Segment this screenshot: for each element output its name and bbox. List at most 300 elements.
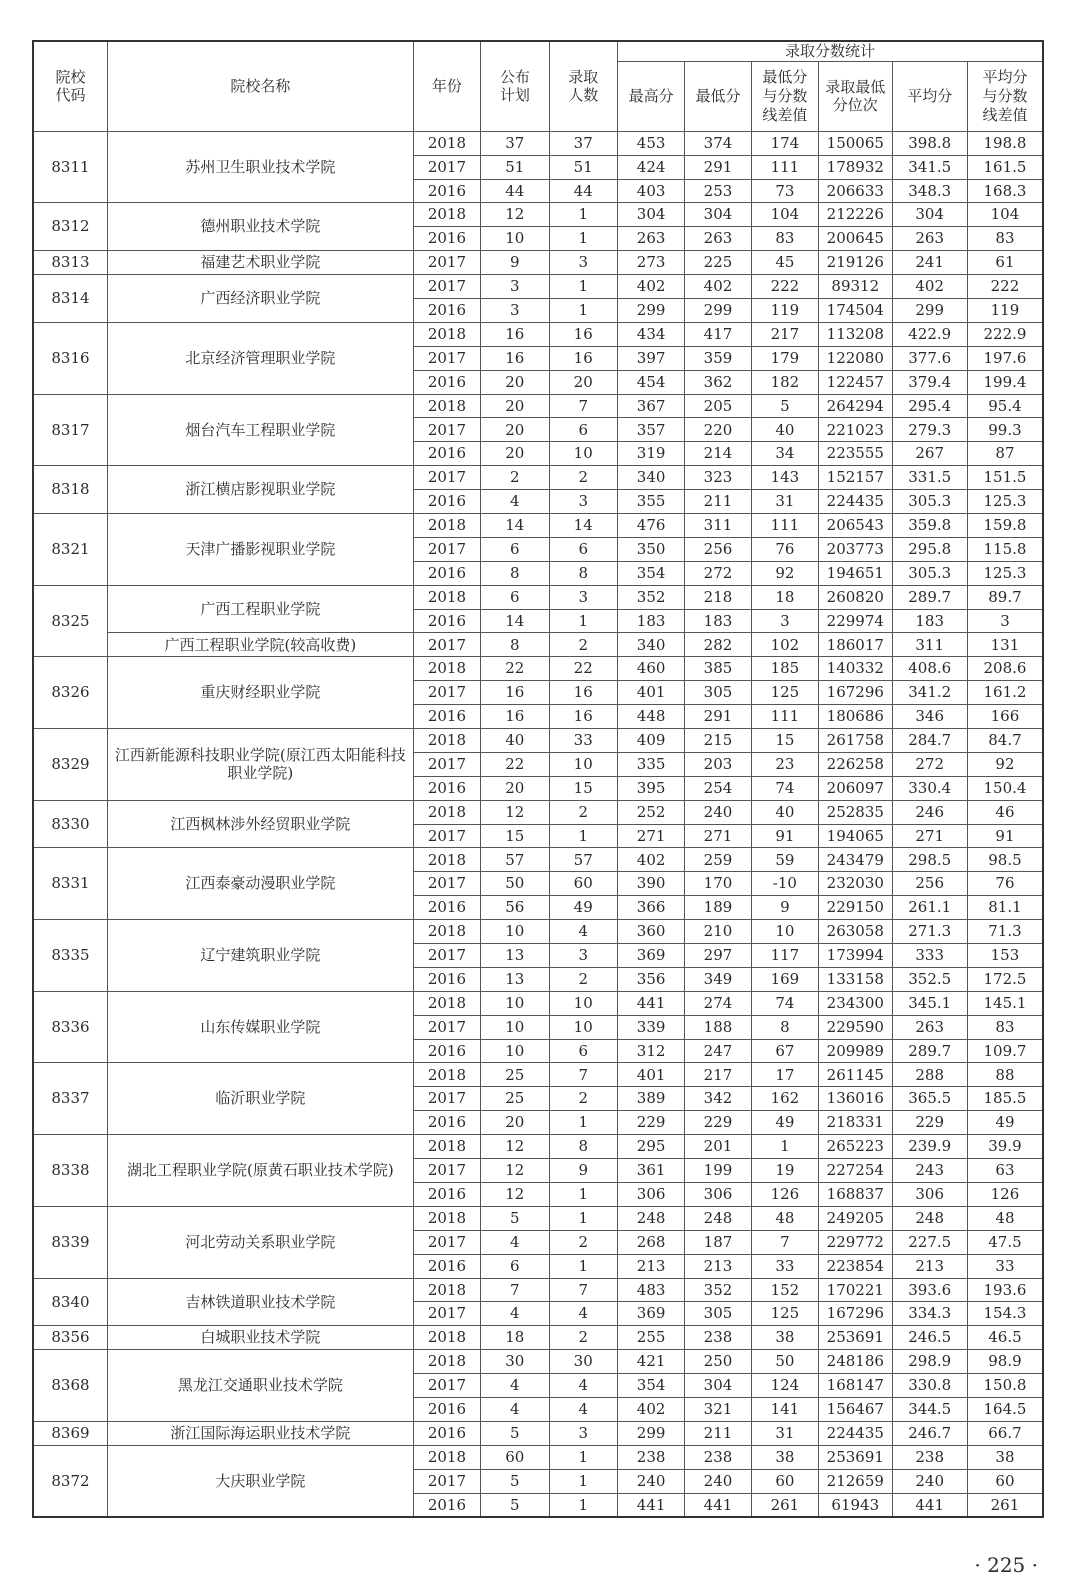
avg-diff-cell: 39.9 [967, 1135, 1043, 1159]
avg-diff-cell: 92 [967, 752, 1043, 776]
enrolled-cell: 10 [549, 1015, 617, 1039]
min-score-cell: 240 [685, 800, 751, 824]
min-rank-cell: 223555 [819, 442, 892, 466]
plan-cell: 40 [481, 729, 549, 753]
plan-cell: 15 [481, 824, 549, 848]
avg-diff-cell: 71.3 [967, 920, 1043, 944]
max-score-cell: 441 [617, 1493, 684, 1517]
plan-cell: 4 [481, 1397, 549, 1421]
min-diff-cell: 50 [751, 1350, 818, 1374]
max-score-cell: 273 [617, 251, 684, 275]
year-cell: 2018 [413, 1326, 480, 1350]
table-row [33, 1326, 1043, 1350]
avg-diff-cell: 261 [967, 1493, 1043, 1517]
avg-score-cell: 333 [892, 944, 967, 968]
year-cell: 2016 [413, 370, 480, 394]
enrolled-cell: 9 [549, 1159, 617, 1183]
plan-cell: 4 [481, 1230, 549, 1254]
plan-cell: 16 [481, 705, 549, 729]
plan-cell: 12 [481, 1135, 549, 1159]
avg-score-cell: 346 [892, 705, 967, 729]
max-score-cell: 454 [617, 370, 684, 394]
plan-cell: 16 [481, 322, 549, 346]
avg-score-cell: 284.7 [892, 729, 967, 753]
table-header [33, 41, 1043, 131]
school-name-cell: 烟台汽车工程职业学院 [107, 394, 413, 466]
enrolled-cell: 1 [549, 609, 617, 633]
header-code: 院校 代码 [33, 41, 107, 131]
max-score-cell: 255 [617, 1326, 684, 1350]
min-score-cell: 203 [685, 752, 751, 776]
max-score-cell: 271 [617, 824, 684, 848]
year-cell: 2016 [413, 1421, 480, 1445]
avg-diff-cell: 198.8 [967, 131, 1043, 155]
school-code-cell: 8312 [33, 203, 107, 251]
avg-diff-cell: 193.6 [967, 1278, 1043, 1302]
max-score-cell: 424 [617, 155, 684, 179]
enrolled-cell: 1 [549, 298, 617, 322]
school-name-cell: 浙江国际海运职业技术学院 [107, 1421, 413, 1445]
school-code-cell: 8317 [33, 394, 107, 466]
year-cell: 2017 [413, 466, 480, 490]
avg-score-cell: 344.5 [892, 1397, 967, 1421]
enrolled-cell: 4 [549, 1302, 617, 1326]
min-diff-cell: 91 [751, 824, 818, 848]
enrolled-cell: 2 [549, 1326, 617, 1350]
table-row [33, 1206, 1043, 1230]
plan-cell: 7 [481, 1278, 549, 1302]
table-row [33, 1278, 1043, 1302]
max-score-cell: 213 [617, 1254, 684, 1278]
min-diff-cell: 162 [751, 1087, 818, 1111]
avg-score-cell: 243 [892, 1159, 967, 1183]
table-row [33, 1135, 1043, 1159]
table-row [33, 657, 1043, 681]
avg-diff-cell: 63 [967, 1159, 1043, 1183]
avg-score-cell: 298.5 [892, 848, 967, 872]
min-rank-cell: 234300 [819, 991, 892, 1015]
school-name-cell: 广西经济职业学院 [107, 275, 413, 323]
enrolled-cell: 8 [549, 561, 617, 585]
min-score-cell: 259 [685, 848, 751, 872]
min-diff-cell: 67 [751, 1039, 818, 1063]
avg-score-cell: 408.6 [892, 657, 967, 681]
plan-cell: 20 [481, 394, 549, 418]
avg-score-cell: 239.9 [892, 1135, 967, 1159]
plan-cell: 18 [481, 1326, 549, 1350]
school-code-cell: 8335 [33, 920, 107, 992]
min-rank-cell: 260820 [819, 585, 892, 609]
school-code-cell: 8356 [33, 1326, 107, 1350]
avg-diff-cell: 197.6 [967, 346, 1043, 370]
max-score-cell: 299 [617, 298, 684, 322]
max-score-cell: 369 [617, 944, 684, 968]
max-score-cell: 402 [617, 275, 684, 299]
year-cell: 2016 [413, 227, 480, 251]
school-code-cell: 8372 [33, 1445, 107, 1517]
min-score-cell: 311 [685, 514, 751, 538]
avg-diff-cell: 125.3 [967, 561, 1043, 585]
avg-score-cell: 271 [892, 824, 967, 848]
header-max: 最高分 [617, 61, 684, 131]
avg-diff-cell: 126 [967, 1182, 1043, 1206]
year-cell: 2016 [413, 776, 480, 800]
plan-cell: 16 [481, 346, 549, 370]
enrolled-cell: 33 [549, 729, 617, 753]
avg-score-cell: 238 [892, 1445, 967, 1469]
enrolled-cell: 1 [549, 1182, 617, 1206]
avg-score-cell: 379.4 [892, 370, 967, 394]
min-rank-cell: 232030 [819, 872, 892, 896]
min-diff-cell: 8 [751, 1015, 818, 1039]
year-cell: 2018 [413, 800, 480, 824]
avg-diff-cell: 38 [967, 1445, 1043, 1469]
header-avg-diff: 平均分 与分数 线差值 [967, 61, 1043, 131]
min-rank-cell: 206543 [819, 514, 892, 538]
avg-score-cell: 341.5 [892, 155, 967, 179]
school-name-cell: 福建艺术职业学院 [107, 251, 413, 275]
year-cell: 2017 [413, 537, 480, 561]
avg-score-cell: 348.3 [892, 179, 967, 203]
max-score-cell: 248 [617, 1206, 684, 1230]
year-cell: 2017 [413, 251, 480, 275]
min-score-cell: 362 [685, 370, 751, 394]
enrolled-cell: 4 [549, 920, 617, 944]
year-cell: 2018 [413, 657, 480, 681]
year-cell: 2016 [413, 1493, 480, 1517]
avg-score-cell: 311 [892, 633, 967, 657]
avg-score-cell: 246.5 [892, 1326, 967, 1350]
header-avg: 平均分 [892, 61, 967, 131]
min-diff-cell: 217 [751, 322, 818, 346]
school-code-cell: 8318 [33, 466, 107, 514]
avg-score-cell: 365.5 [892, 1087, 967, 1111]
year-cell: 2018 [413, 322, 480, 346]
avg-diff-cell: 95.4 [967, 394, 1043, 418]
table-row [33, 1421, 1043, 1445]
avg-score-cell: 271.3 [892, 920, 967, 944]
plan-cell: 37 [481, 131, 549, 155]
avg-diff-cell: 154.3 [967, 1302, 1043, 1326]
avg-score-cell: 306 [892, 1182, 967, 1206]
min-rank-cell: 61943 [819, 1493, 892, 1517]
min-diff-cell: 141 [751, 1397, 818, 1421]
plan-cell: 6 [481, 1254, 549, 1278]
plan-cell: 10 [481, 991, 549, 1015]
min-score-cell: 359 [685, 346, 751, 370]
min-score-cell: 297 [685, 944, 751, 968]
plan-cell: 14 [481, 609, 549, 633]
min-score-cell: 299 [685, 298, 751, 322]
plan-cell: 30 [481, 1350, 549, 1374]
table-row [33, 1445, 1043, 1469]
plan-cell: 6 [481, 585, 549, 609]
plan-cell: 8 [481, 633, 549, 657]
min-diff-cell: 73 [751, 179, 818, 203]
year-cell: 2017 [413, 824, 480, 848]
enrolled-cell: 1 [549, 1111, 617, 1135]
plan-cell: 51 [481, 155, 549, 179]
min-score-cell: 225 [685, 251, 751, 275]
min-score-cell: 304 [685, 1374, 751, 1398]
avg-diff-cell: 150.4 [967, 776, 1043, 800]
avg-score-cell: 248 [892, 1206, 967, 1230]
avg-score-cell: 227.5 [892, 1230, 967, 1254]
min-score-cell: 170 [685, 872, 751, 896]
min-score-cell: 282 [685, 633, 751, 657]
avg-diff-cell: 104 [967, 203, 1043, 227]
min-diff-cell: 10 [751, 920, 818, 944]
plan-cell: 16 [481, 681, 549, 705]
school-name-cell: 临沂职业学院 [107, 1063, 413, 1135]
max-score-cell: 441 [617, 991, 684, 1015]
avg-diff-cell: 153 [967, 944, 1043, 968]
min-score-cell: 213 [685, 1254, 751, 1278]
min-diff-cell: 34 [751, 442, 818, 466]
enrolled-cell: 1 [549, 275, 617, 299]
school-code-cell: 8316 [33, 322, 107, 394]
min-rank-cell: 221023 [819, 418, 892, 442]
plan-cell: 20 [481, 776, 549, 800]
min-score-cell: 187 [685, 1230, 751, 1254]
year-cell: 2017 [413, 1302, 480, 1326]
max-score-cell: 306 [617, 1182, 684, 1206]
max-score-cell: 357 [617, 418, 684, 442]
min-score-cell: 210 [685, 920, 751, 944]
min-rank-cell: 253691 [819, 1326, 892, 1350]
min-diff-cell: 111 [751, 705, 818, 729]
school-code-cell: 8325 [33, 585, 107, 657]
plan-cell: 44 [481, 179, 549, 203]
min-score-cell: 240 [685, 1469, 751, 1493]
min-score-cell: 374 [685, 131, 751, 155]
avg-diff-cell: 84.7 [967, 729, 1043, 753]
avg-score-cell: 341.2 [892, 681, 967, 705]
avg-score-cell: 345.1 [892, 991, 967, 1015]
max-score-cell: 401 [617, 681, 684, 705]
avg-score-cell: 330.4 [892, 776, 967, 800]
min-diff-cell: 174 [751, 131, 818, 155]
min-score-cell: 254 [685, 776, 751, 800]
max-score-cell: 252 [617, 800, 684, 824]
min-diff-cell: 3 [751, 609, 818, 633]
max-score-cell: 390 [617, 872, 684, 896]
year-cell: 2018 [413, 1206, 480, 1230]
school-name-cell: 辽宁建筑职业学院 [107, 920, 413, 992]
enrolled-cell: 3 [549, 944, 617, 968]
avg-score-cell: 213 [892, 1254, 967, 1278]
min-diff-cell: 5 [751, 394, 818, 418]
enrolled-cell: 16 [549, 346, 617, 370]
header-min-diff: 最低分 与分数 线差值 [751, 61, 818, 131]
avg-diff-cell: 185.5 [967, 1087, 1043, 1111]
min-score-cell: 274 [685, 991, 751, 1015]
min-score-cell: 352 [685, 1278, 751, 1302]
min-rank-cell: 265223 [819, 1135, 892, 1159]
min-diff-cell: 31 [751, 490, 818, 514]
avg-score-cell: 289.7 [892, 1039, 967, 1063]
table-body [33, 131, 1043, 1517]
year-cell: 2016 [413, 442, 480, 466]
min-diff-cell: 111 [751, 155, 818, 179]
avg-diff-cell: 88 [967, 1063, 1043, 1087]
school-code-cell: 8314 [33, 275, 107, 323]
plan-cell: 13 [481, 967, 549, 991]
min-score-cell: 201 [685, 1135, 751, 1159]
enrolled-cell: 1 [549, 1469, 617, 1493]
min-rank-cell: 167296 [819, 681, 892, 705]
year-cell: 2018 [413, 1350, 480, 1374]
enrolled-cell: 3 [549, 490, 617, 514]
school-name-cell: 江西泰豪动漫职业学院 [107, 848, 413, 920]
avg-score-cell: 441 [892, 1493, 967, 1517]
max-score-cell: 263 [617, 227, 684, 251]
enrolled-cell: 10 [549, 442, 617, 466]
enrolled-cell: 16 [549, 705, 617, 729]
min-diff-cell: 185 [751, 657, 818, 681]
avg-diff-cell: 46.5 [967, 1326, 1043, 1350]
max-score-cell: 403 [617, 179, 684, 203]
plan-cell: 5 [481, 1206, 549, 1230]
max-score-cell: 268 [617, 1230, 684, 1254]
min-rank-cell: 122080 [819, 346, 892, 370]
min-rank-cell: 200645 [819, 227, 892, 251]
avg-score-cell: 377.6 [892, 346, 967, 370]
avg-score-cell: 330.8 [892, 1374, 967, 1398]
min-rank-cell: 167296 [819, 1302, 892, 1326]
table-row [33, 322, 1043, 346]
enrolled-cell: 1 [549, 1254, 617, 1278]
enrolled-cell: 1 [549, 227, 617, 251]
avg-score-cell: 240 [892, 1469, 967, 1493]
enrolled-cell: 1 [549, 1493, 617, 1517]
plan-cell: 4 [481, 490, 549, 514]
min-rank-cell: 224435 [819, 1421, 892, 1445]
min-diff-cell: 23 [751, 752, 818, 776]
school-code-cell: 8369 [33, 1421, 107, 1445]
avg-diff-cell: 98.5 [967, 848, 1043, 872]
min-diff-cell: 74 [751, 776, 818, 800]
min-diff-cell: 7 [751, 1230, 818, 1254]
table-row [33, 514, 1043, 538]
min-score-cell: 205 [685, 394, 751, 418]
enrolled-cell: 37 [549, 131, 617, 155]
school-code-cell: 8311 [33, 131, 107, 203]
avg-diff-cell: 199.4 [967, 370, 1043, 394]
avg-score-cell: 295.8 [892, 537, 967, 561]
table-row [33, 800, 1043, 824]
max-score-cell: 312 [617, 1039, 684, 1063]
max-score-cell: 366 [617, 896, 684, 920]
enrolled-cell: 3 [549, 1421, 617, 1445]
avg-diff-cell: 91 [967, 824, 1043, 848]
avg-diff-cell: 61 [967, 251, 1043, 275]
max-score-cell: 299 [617, 1421, 684, 1445]
min-score-cell: 321 [685, 1397, 751, 1421]
min-score-cell: 323 [685, 466, 751, 490]
min-diff-cell: 74 [751, 991, 818, 1015]
year-cell: 2017 [413, 944, 480, 968]
enrolled-cell: 2 [549, 1087, 617, 1111]
year-cell: 2016 [413, 1039, 480, 1063]
enrolled-cell: 44 [549, 179, 617, 203]
min-rank-cell: 168147 [819, 1374, 892, 1398]
min-score-cell: 250 [685, 1350, 751, 1374]
avg-score-cell: 183 [892, 609, 967, 633]
min-rank-cell: 178932 [819, 155, 892, 179]
table-row [33, 1063, 1043, 1087]
avg-diff-cell: 119 [967, 298, 1043, 322]
avg-score-cell: 229 [892, 1111, 967, 1135]
plan-cell: 20 [481, 418, 549, 442]
min-rank-cell: 229772 [819, 1230, 892, 1254]
min-diff-cell: 124 [751, 1374, 818, 1398]
max-score-cell: 350 [617, 537, 684, 561]
enrolled-cell: 7 [549, 394, 617, 418]
year-cell: 2018 [413, 920, 480, 944]
plan-cell: 22 [481, 657, 549, 681]
school-name-cell: 吉林铁道职业技术学院 [107, 1278, 413, 1326]
year-cell: 2016 [413, 896, 480, 920]
min-score-cell: 211 [685, 490, 751, 514]
max-score-cell: 304 [617, 203, 684, 227]
min-diff-cell: 59 [751, 848, 818, 872]
min-rank-cell: 156467 [819, 1397, 892, 1421]
min-diff-cell: 38 [751, 1445, 818, 1469]
enrolled-cell: 20 [549, 370, 617, 394]
min-diff-cell: 40 [751, 418, 818, 442]
avg-diff-cell: 81.1 [967, 896, 1043, 920]
avg-diff-cell: 83 [967, 1015, 1043, 1039]
year-cell: 2017 [413, 1159, 480, 1183]
enrolled-cell: 15 [549, 776, 617, 800]
avg-score-cell: 246 [892, 800, 967, 824]
avg-diff-cell: 159.8 [967, 514, 1043, 538]
table-row [33, 729, 1043, 753]
min-rank-cell: 113208 [819, 322, 892, 346]
min-rank-cell: 150065 [819, 131, 892, 155]
plan-cell: 5 [481, 1493, 549, 1517]
avg-score-cell: 352.5 [892, 967, 967, 991]
min-rank-cell: 194065 [819, 824, 892, 848]
avg-score-cell: 305.3 [892, 490, 967, 514]
min-rank-cell: 194651 [819, 561, 892, 585]
enrolled-cell: 14 [549, 514, 617, 538]
min-rank-cell: 219126 [819, 251, 892, 275]
min-diff-cell: 126 [751, 1182, 818, 1206]
enrolled-cell: 2 [549, 1230, 617, 1254]
year-cell: 2016 [413, 561, 480, 585]
avg-diff-cell: 164.5 [967, 1397, 1043, 1421]
school-name-cell: 黑龙江交通职业技术学院 [107, 1350, 413, 1422]
max-score-cell: 183 [617, 609, 684, 633]
avg-score-cell: 331.5 [892, 466, 967, 490]
avg-diff-cell: 125.3 [967, 490, 1043, 514]
enrolled-cell: 10 [549, 752, 617, 776]
min-diff-cell: 15 [751, 729, 818, 753]
school-code-cell: 8339 [33, 1206, 107, 1278]
year-cell: 2017 [413, 1230, 480, 1254]
avg-score-cell: 263 [892, 1015, 967, 1039]
plan-cell: 12 [481, 1159, 549, 1183]
enrolled-cell: 1 [549, 824, 617, 848]
avg-diff-cell: 48 [967, 1206, 1043, 1230]
min-diff-cell: 60 [751, 1469, 818, 1493]
max-score-cell: 434 [617, 322, 684, 346]
year-cell: 2018 [413, 514, 480, 538]
enrolled-cell: 6 [549, 537, 617, 561]
table-row [33, 585, 1043, 609]
